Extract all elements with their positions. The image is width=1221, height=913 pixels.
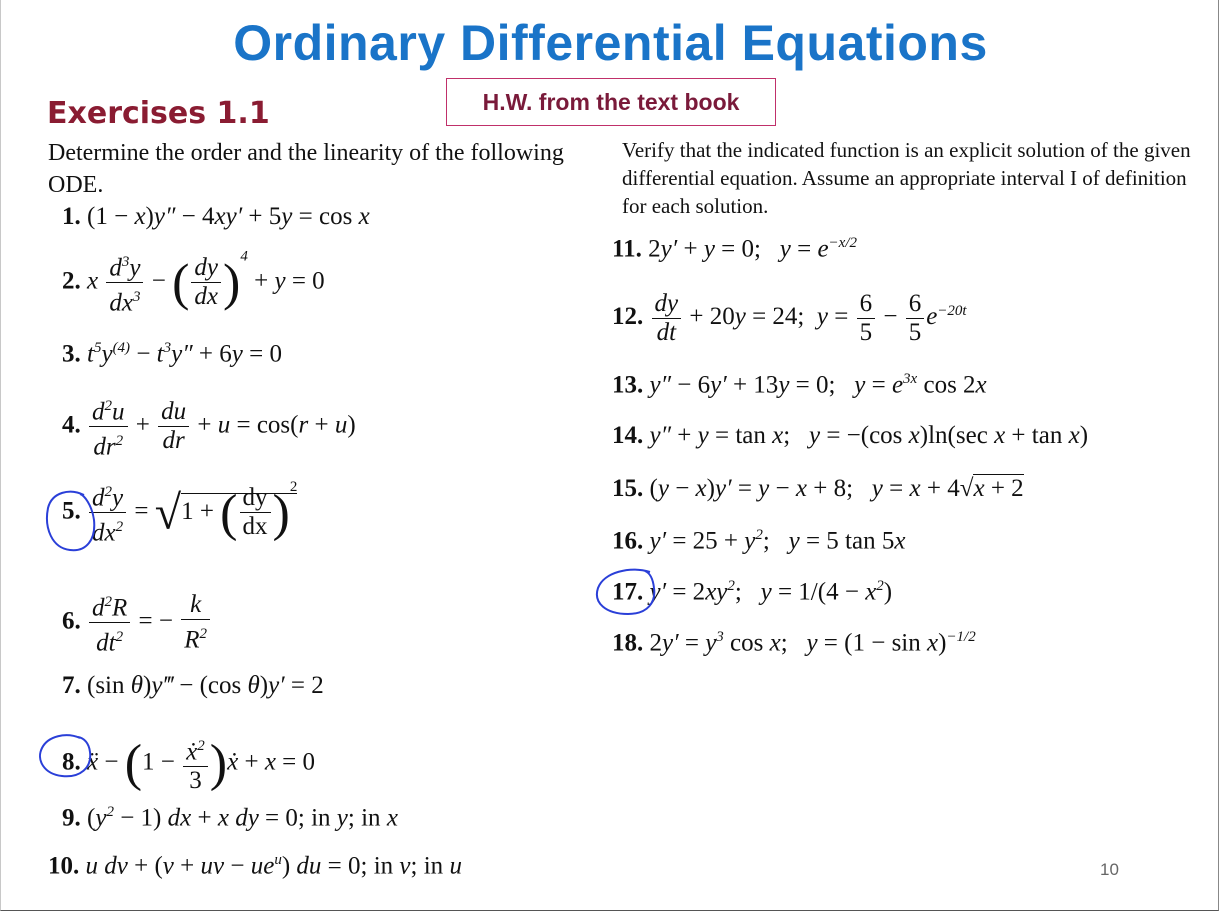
equation-8: 8. ẍ − (1 − $\frac{ẋ^2}{3}$ )ẋ + x = 0	[62, 732, 315, 795]
item-number-10: 10.	[48, 852, 80, 880]
item-number-2: 2.	[62, 267, 81, 295]
equation-12: 12. $\frac{dy}{dt}$ + 20y = 24; y = $\frac{6}{5}$ − $\frac{6}{5}$ $e^{-20t}$	[612, 290, 967, 346]
item-number-6: 6.	[62, 607, 81, 635]
right-instruction: Verify that the indicated function is an explicit solution of the given differential equation. Assume an appropriate interval I of definition for each solution.	[622, 138, 1191, 218]
circle-mark-item-8	[40, 735, 90, 776]
equation-15: 15. (y − x)y′ = y − x + 8; y = x + 4√x + 2	[612, 475, 1024, 502]
equation-11: 11. 2y′ + y = 0; $y = e^{-x/2}$	[612, 235, 857, 263]
left-instruction: Determine the order and the linearity of the following ODE.	[48, 140, 564, 198]
item-number-11: 11.	[612, 235, 642, 263]
item-number-16: 16.	[612, 527, 644, 555]
item-number-17: 17.	[612, 578, 644, 606]
item-number-3: 3.	[62, 340, 81, 368]
page-number: 10	[1100, 860, 1119, 879]
equation-16: 16. $y' = 25 + y^2$; y = 5 tan 5x	[612, 527, 906, 555]
exercises-heading: Exercises 1.1	[47, 96, 270, 131]
equation-7: 7. (sin θ)y‴ − (cos θ)y′ = 2	[62, 672, 324, 699]
equation-9: 9. $(y^2 - 1)$ dx + x dy = 0; in y; in x	[62, 804, 398, 832]
item-number-7: 7.	[62, 672, 81, 699]
equation-18: 18. $2y' = y^3$ cos x; $y = (1 - \sin x)^{-1/2}$	[612, 629, 976, 657]
item-number-12: 12.	[612, 303, 644, 331]
equation-6: 6. $\frac{d^2R}{dt^2}$ = − $\frac{k}{R^2}$	[62, 588, 212, 658]
circle-mark-item-17	[597, 570, 654, 614]
item-number-1: 1.	[62, 203, 81, 230]
equation-17: 17. $y' = 2xy^2$; $y = 1/(4 - x^2)$	[612, 578, 893, 606]
equation-5: 5. $\frac{d^2y}{dx^2}$ = √1 + ( $\frac{dy}{dx}$ )$^2$	[62, 478, 298, 547]
equation-2: 2. x $\frac{d^3y}{dx^3}$ − ( $\frac{dy}{dx}$ )$^4$ + y = 0	[62, 248, 325, 317]
slide-title: Ordinary Differential Equations	[233, 15, 988, 71]
equation-1: 1. (1 − x)y″ − 4xy′ + 5y = cos x	[62, 203, 370, 230]
circle-mark-item-5	[47, 492, 94, 551]
item-number-5: 5.	[62, 497, 81, 525]
item-number-4: 4.	[62, 411, 81, 439]
equation-3: 3. $t^5y^{(4)} - t^3y'' + 6y = 0$	[62, 340, 282, 368]
equation-4: 4. $\frac{d^2u}{dr^2}$ + $\frac{du}{dr}$ + u = cos(r + u)	[62, 392, 356, 462]
item-number-14: 14.	[612, 422, 644, 449]
equation-13: 13. y″ − 6y′ + 13y = 0; $y = e^{3x}$ cos 2x	[612, 371, 987, 399]
item-number-13: 13.	[612, 371, 644, 399]
hw-label-box: H.W. from the text book	[446, 78, 776, 126]
item-number-8: 8.	[62, 748, 81, 776]
item-number-15: 15.	[612, 475, 644, 502]
item-number-9: 9.	[62, 804, 81, 832]
equation-14: 14. y″ + y = tan x; y = −(cos x)ln(sec x + tan x)	[612, 422, 1089, 449]
equation-10: 10. u dv + (v + uv − $ue^u$) du = 0; in v; in u	[48, 852, 462, 880]
item-number-18: 18.	[612, 629, 644, 657]
